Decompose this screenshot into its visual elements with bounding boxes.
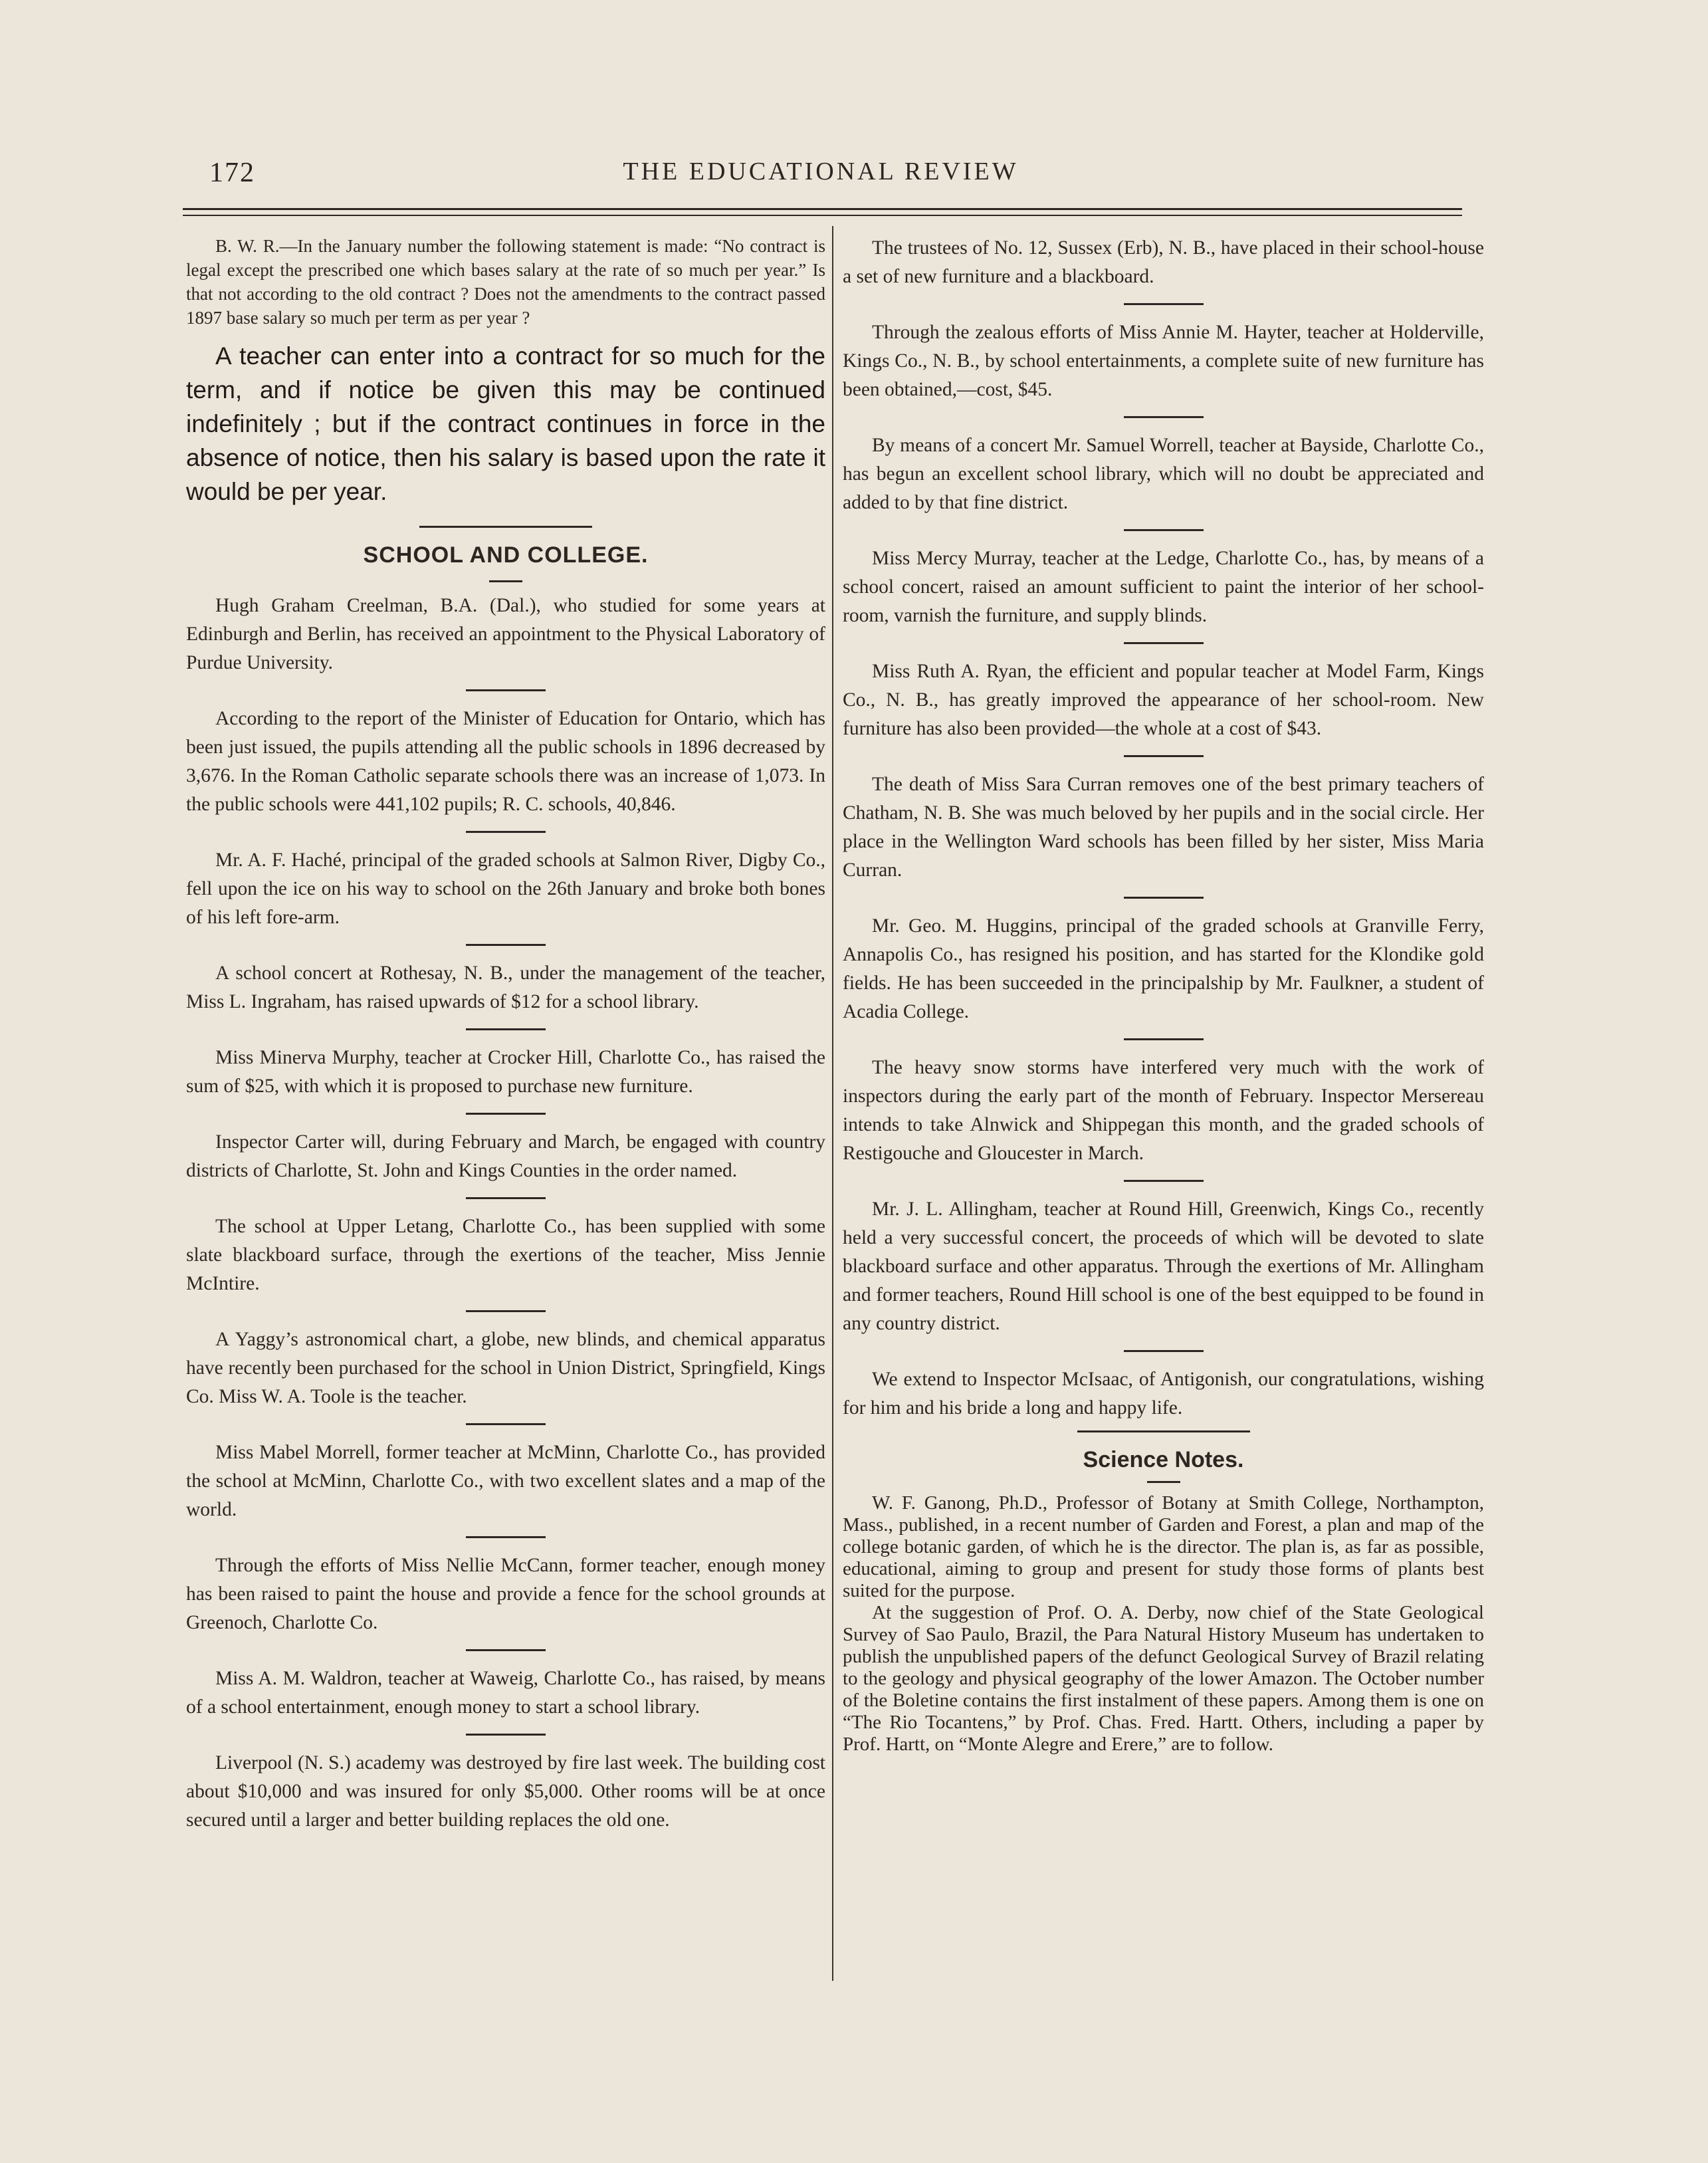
item-separator [466, 1028, 546, 1030]
news-item: Liverpool (N. S.) academy was destroyed by fire last week. The building cost about $10,000 and was insured for only $5,000. Other rooms will be at once secured until a larger and better building replaces the old one. [186, 1752, 825, 1831]
news-item: Mr. J. L. Allingham, teacher at Round Hill, Greenwich, Kings Co., recently held a very successful concert, the proceeds of which will be devoted to slate blackboard surface and other apparatus. Through the exertions of Mr. Allingham and former teachers, Round Hill school is one of the best equipped to be found in any country district. [843, 1198, 1484, 1334]
item-separator [1124, 1180, 1204, 1182]
news-item: The death of Miss Sara Curran removes one of the best primary teachers of Chatham, N. B. She was much beloved by her pupils and in the social circle. Her place in the Wellington Ward schools has been filled by her sister, Miss Maria Curran. [843, 774, 1484, 881]
item-separator [466, 831, 546, 833]
item-separator [1124, 529, 1204, 531]
news-item: Inspector Carter will, during February and March, be engaged with country districts of Charlotte, St. John and Kings Counties in the order named. [186, 1131, 825, 1181]
item-separator [1124, 303, 1204, 305]
item-separator [1124, 897, 1204, 899]
news-item: The school at Upper Letang, Charlotte Co., has been supplied with some slate blackboard surface, through the exertions of the teacher, Miss Jennie McIntire. [186, 1216, 825, 1294]
item-separator [466, 1734, 546, 1736]
science-item: At the suggestion of Prof. O. A. Derby, now chief of the State Geological Survey of Sao Paulo, Brazil, the Para Natural History Museum has undertaken to publish the unpublished papers of the defunct Geological Survey of Brazil relating to the geology and physical geography of the lower Amazon. The October number of the Boletine contains the first instalment of these papers. Among them is one on “The Rio Tocantens,” by Prof. Chas. Fred. Hartt. Others, including a paper by Prof. Hartt, on “Monte Alegre and Erere,” are to follow. [843, 1602, 1484, 1755]
item-separator [466, 1423, 546, 1425]
item-separator [466, 1310, 546, 1312]
section-rule [419, 526, 592, 528]
item-separator [1124, 1038, 1204, 1040]
science-notes-title: Science Notes. [1083, 1447, 1244, 1472]
news-item: The heavy snow storms have interfered very much with the work of inspectors during the early part of the month of February. Inspector Mersereau intends to take Alnwick and Shippegan this month, and the graded schools of Restigouche and Gloucester in March. [843, 1057, 1484, 1164]
editor-answer: A teacher can enter into a contract for so much for the term, and if notice be given this may be continued indefinitely ; but if the contract continues in force in the absence of notice, then his salary is based upon the rate it would be per year. [186, 342, 825, 505]
science-item: W. F. Ganong, Ph.D., Professor of Botany at Smith College, Northampton, Mass., published, in a recent number of Garden and Forest, a plan and map of the college botanic garden, of which he is the director. The plan is, as far as possible, educational, aiming to group and present for study those forms of plants best suited for the purpose. [843, 1492, 1484, 1601]
news-item: Through the zealous efforts of Miss Annie M. Hayter, teacher at Holderville, Kings Co., N. B., by school entertainments, a complete suite of new furniture has been obtained,—cost, $45. [843, 322, 1484, 400]
page-header [179, 152, 1462, 198]
item-separator [466, 1113, 546, 1115]
news-item: The trustees of No. 12, Sussex (Erb), N. B., have placed in their school-house a set of new furniture and a blackboard. [843, 237, 1484, 287]
running-title: THE EDUCATIONAL REVIEW [623, 158, 1019, 185]
news-item: We extend to Inspector McIsaac, of Antigonish, our congratulations, wishing for him and his bride a long and happy life. [843, 1369, 1484, 1419]
left-column [186, 234, 825, 1835]
reader-question: B. W. R.—In the January number the following statement is made: “No contract is legal except the prescribed one which bases salary at the rate of so much per year.” Is that not according to the old contract ? Does not the amendments to the contract passed 1897 base salary so much per term as per year ? [186, 236, 825, 328]
news-item: Miss Ruth A. Ryan, the efficient and popular teacher at Model Farm, Kings Co., N. B., has greatly improved the appearance of her school-room. New furniture has also been provided—the whole at a cost of $43. [843, 661, 1484, 739]
news-item: Miss Mercy Murray, teacher at the Ledge, Charlotte Co., has, by means of a school concert, raised an amount sufficient to paint the interior of her school-room, varnish the furniture, and supply blinds. [843, 548, 1484, 626]
item-separator [1124, 642, 1204, 644]
item-separator [1124, 1350, 1204, 1352]
news-item: Miss Mabel Morrell, former teacher at McMinn, Charlotte Co., has provided the school at McMinn, Charlotte Co., with two excellent slates and a map of the world. [186, 1442, 825, 1520]
news-item: Miss A. M. Waldron, teacher at Waweig, Charlotte Co., has raised, by means of a school entertainment, enough money to start a school library. [186, 1668, 825, 1718]
news-item: Miss Minerva Murphy, teacher at Crocker Hill, Charlotte Co., has raised the sum of $25, with which it is proposed to purchase new furniture. [186, 1047, 825, 1097]
right-column [843, 234, 1484, 1756]
item-separator [466, 1649, 546, 1651]
news-item: By means of a concert Mr. Samuel Worrell, teacher at Bayside, Charlotte Co., has begun an excellent school library, which will no doubt be appreciated and added to by that fine district. [843, 435, 1484, 513]
item-separator [1124, 755, 1204, 757]
news-item: A school concert at Rothesay, N. B., under the management of the teacher, Miss L. Ingraham, has raised upwards of $12 for a school library. [186, 963, 825, 1012]
news-item: Through the efforts of Miss Nellie McCann, former teacher, enough money has been raised to paint the house and provide a fence for the school grounds at Greenoch, Charlotte Co. [186, 1555, 825, 1633]
item-separator [466, 1536, 546, 1538]
item-separator [466, 689, 546, 691]
news-item: A Yaggy’s astronomical chart, a globe, new blinds, and chemical apparatus have recently been purchased for the school in Union District, Springfield, Kings Co. Miss W. A. Toole is the teacher. [186, 1329, 825, 1407]
section-title: SCHOOL AND COLLEGE. [363, 542, 649, 568]
header-double-rule [183, 208, 1462, 216]
item-separator [466, 944, 546, 946]
news-item: Hugh Graham Creelman, B.A. (Dal.), who studied for some years at Edinburgh and Berlin, has received an appointment to the Physical Laboratory of Purdue University. [186, 595, 825, 673]
news-item: According to the report of the Minister of Education for Ontario, which has been just issued, the pupils attending all the public schools in 1896 decreased by 3,676. In the Roman Catholic separate schools there was an increase of 1,073. In the public schools were 441,102 pupils; R. C. schools, 40,846. [186, 708, 825, 815]
section-rule [1077, 1430, 1250, 1432]
news-item: Mr. Geo. M. Huggins, principal of the graded schools at Granville Ferry, Annapolis Co., has resigned his position, and has started for the Klondike gold fields. He has been succeeded in the principalship by Mr. Faulkner, a student of Acadia College. [843, 915, 1484, 1022]
item-separator [1124, 416, 1204, 418]
title-underline [1147, 1481, 1180, 1483]
item-separator [466, 1197, 546, 1199]
science-notes [843, 1492, 1484, 1756]
page-number: 172 [209, 158, 255, 188]
news-item: Mr. A. F. Haché, principal of the graded schools at Salmon River, Digby Co., fell upon the ice on his way to school on the 26th January and broke both bones of his left fore-arm. [186, 850, 825, 928]
column-divider [832, 226, 833, 1981]
title-underline [489, 580, 522, 582]
